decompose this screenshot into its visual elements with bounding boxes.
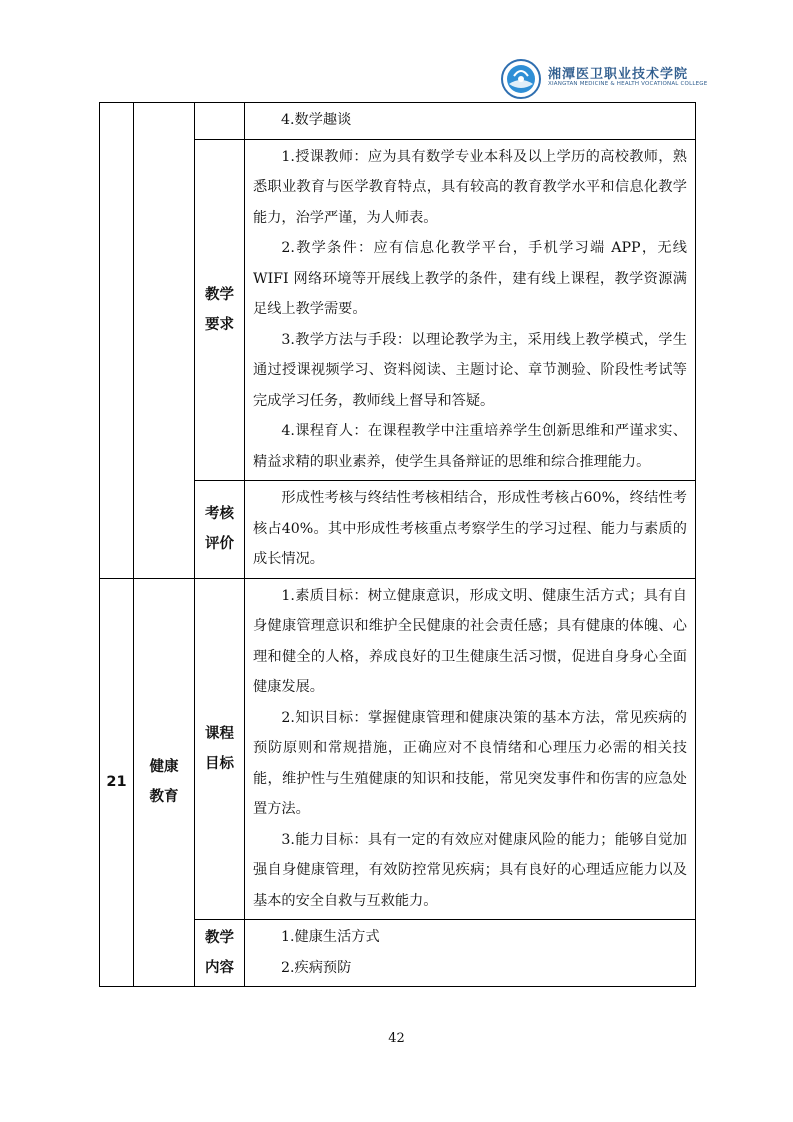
course-number: 21 bbox=[100, 578, 134, 987]
content-item: 4.数学趣谈 bbox=[281, 112, 352, 128]
assessment-cell bbox=[245, 481, 696, 579]
paragraph: 形成性考核与终结性考核相结合，形成性考核占60%，终结性考核占40%。其中形成性考核重点考察学生的学习过程、能力与素质的成长情况。 bbox=[253, 490, 687, 567]
page-number: 42 bbox=[388, 1031, 405, 1046]
label-line: 教育 bbox=[149, 789, 179, 806]
label-line: 考核 bbox=[205, 506, 234, 523]
teaching-content-cell bbox=[245, 920, 696, 987]
label-line: 要求 bbox=[205, 316, 234, 333]
table-row bbox=[100, 103, 696, 140]
course-table bbox=[99, 102, 696, 987]
paragraph: 2.知识目标：掌握健康管理和健康决策的基本方法，常见疾病的预防原则和常规措施，正确应对不良情绪和心理压力必需的相关技能，维护性与生殖健康的知识和技能，常见突发事件和伤害的应急处置方法。 bbox=[253, 709, 687, 817]
paragraph: 4.课程育人：在课程教学中注重培养学生创新思维和严谨求实、精益求精的职业素养，使学生具备辩证的思维和综合推理能力。 bbox=[253, 423, 687, 470]
label-line: 课程 bbox=[205, 725, 234, 742]
prev-label-cell bbox=[195, 103, 245, 140]
content-cell bbox=[245, 103, 696, 140]
course-name bbox=[134, 578, 195, 987]
paragraph: 1.素质目标：树立健康意识，形成文明、健康生活方式；具有自身健康管理意识和维护全民健康的社会责任感；具有健康的体魄、心理和健全的人格，养成良好的卫生健康生活习惯，促进自身身心全面健康发展。 bbox=[253, 587, 687, 695]
college-logo bbox=[500, 58, 708, 100]
paragraph: 2.教学条件：应有信息化教学平台，手机学习端 APP，无线 WIFI 网络环境等开展线上教学的条件，建有线上课程，教学资源满足线上教学需要。 bbox=[253, 240, 687, 317]
prev-course-number-cell bbox=[100, 103, 134, 579]
teaching-content-label bbox=[195, 920, 245, 987]
teaching-requirements-cell bbox=[245, 139, 696, 481]
label-line: 健康 bbox=[149, 759, 179, 776]
teaching-requirements-label bbox=[195, 139, 245, 481]
course-goals-label bbox=[195, 578, 245, 920]
college-emblem-icon bbox=[500, 58, 542, 100]
content-item: 2.疾病预防 bbox=[281, 959, 352, 976]
label-line: 评价 bbox=[205, 536, 234, 553]
logo-english-name: XIANGTAN MEDICINE & HEALTH VOCATIONAL COLLEGE bbox=[548, 81, 708, 87]
course-goals-cell bbox=[245, 578, 696, 920]
paragraph: 3.教学方法与手段：以理论教学为主，采用线上教学模式，学生通过授课视频学习、资料阅读、主题讨论、章节测验、阶段性考试等完成学习任务，教师线上督导和答疑。 bbox=[253, 331, 687, 409]
table-row bbox=[100, 578, 696, 920]
label-line: 教学 bbox=[205, 930, 234, 946]
logo-chinese-name: 湘潭医卫职业技术学院 bbox=[548, 67, 689, 82]
paragraph: 3.能力目标：具有一定的有效应对健康风险的能力；能够自觉加强自身健康管理，有效防控常见疾病；具有良好的心理适应能力以及基本的安全自救与互救能力。 bbox=[253, 831, 687, 909]
paragraph: 1.授课教师：应为具有数学专业本科及以上学历的高校教师，熟悉职业教育与医学教育特点，具有较高的教育教学水平和信息化教学能力，治学严谨，为人师表。 bbox=[253, 148, 687, 226]
assessment-label bbox=[195, 481, 245, 579]
prev-course-name-cell bbox=[134, 103, 195, 579]
content-item: 1.健康生活方式 bbox=[281, 929, 380, 945]
label-line: 目标 bbox=[205, 755, 234, 772]
label-line: 教学 bbox=[205, 286, 234, 303]
label-line: 内容 bbox=[205, 960, 234, 976]
